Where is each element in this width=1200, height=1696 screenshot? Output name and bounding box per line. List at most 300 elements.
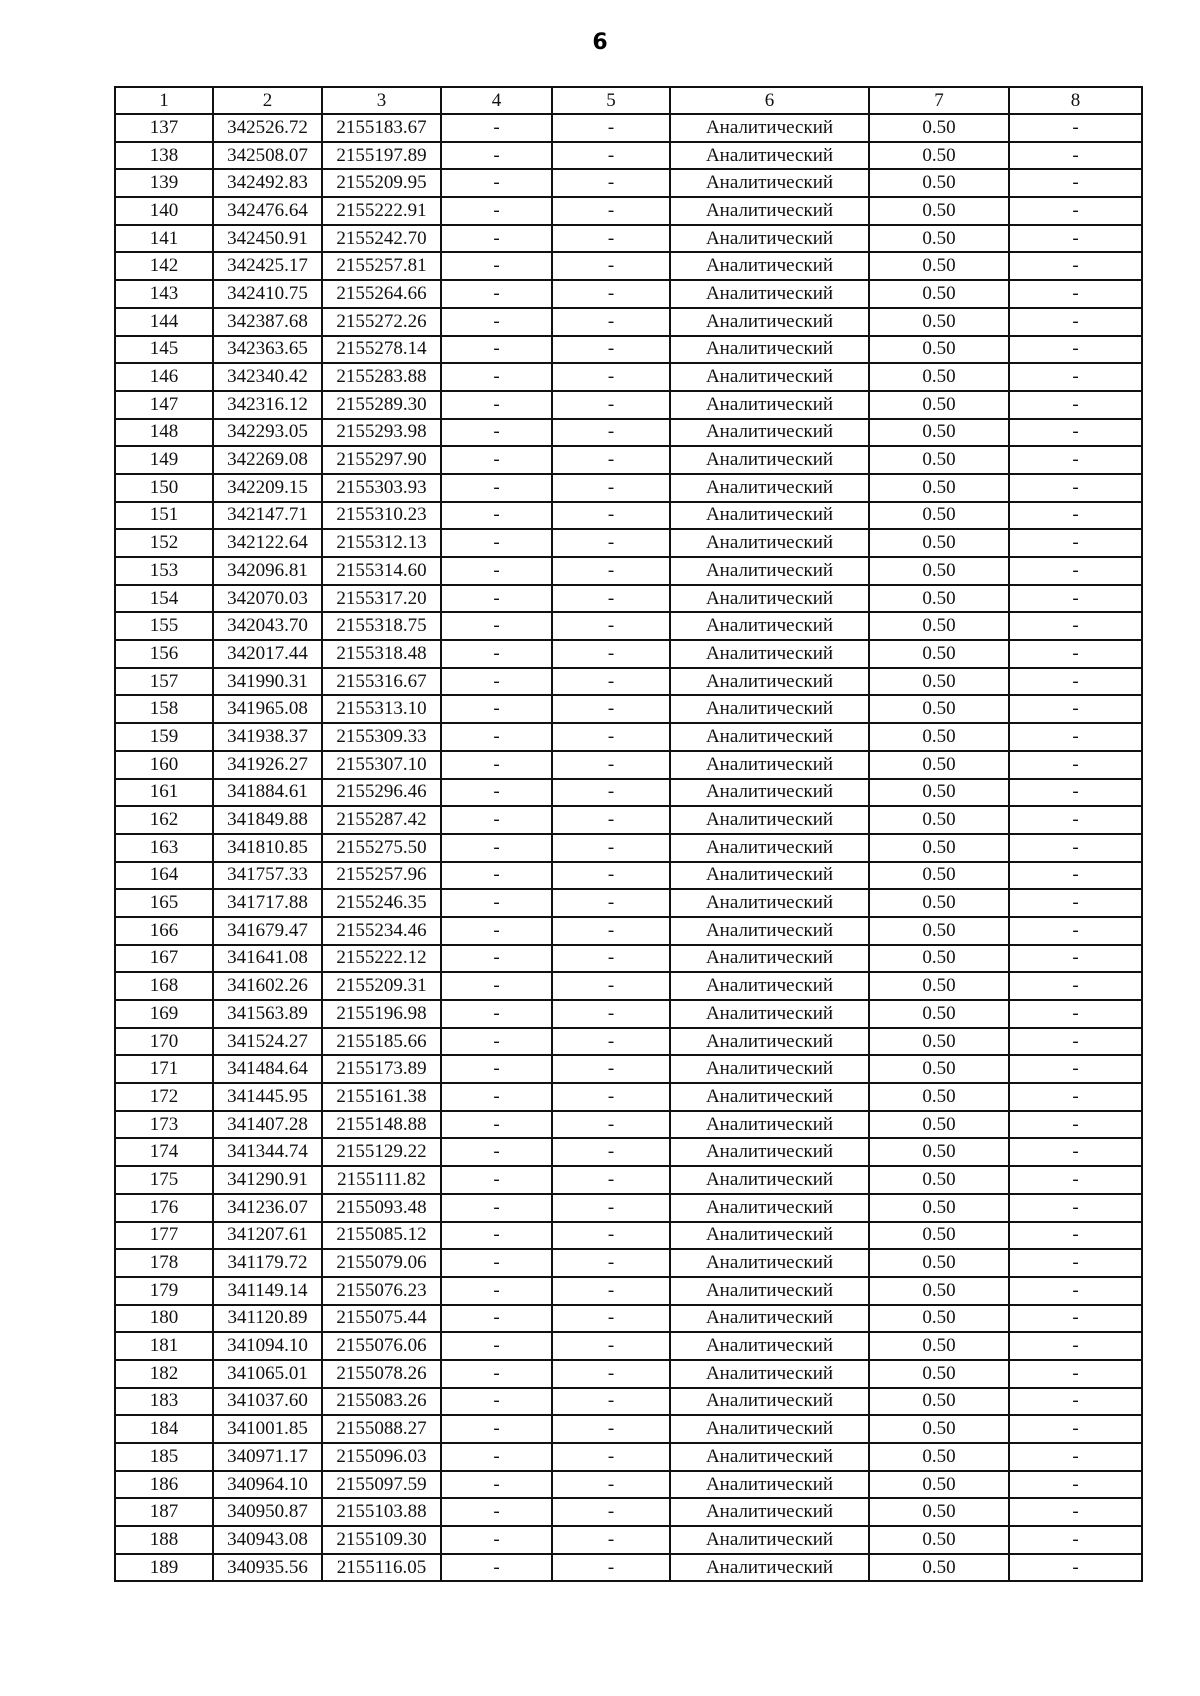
col4-cell: - — [441, 1249, 552, 1277]
col4-cell: - — [441, 197, 552, 225]
accuracy-cell: 0.50 — [869, 419, 1009, 447]
col8-cell: - — [1009, 1471, 1142, 1499]
method-cell: Аналитический — [670, 1222, 869, 1250]
x-coordinate-cell: 341938.37 — [213, 723, 322, 751]
col5-cell: - — [552, 225, 670, 253]
x-coordinate-cell: 340950.87 — [213, 1498, 322, 1526]
x-coordinate-cell: 340943.08 — [213, 1526, 322, 1554]
column-header: 6 — [670, 87, 869, 114]
col8-cell: - — [1009, 502, 1142, 530]
col5-cell: - — [552, 142, 670, 170]
accuracy-cell: 0.50 — [869, 1332, 1009, 1360]
col4-cell: - — [441, 446, 552, 474]
x-coordinate-cell: 341149.14 — [213, 1277, 322, 1305]
col5-cell: - — [552, 474, 670, 502]
x-coordinate-cell: 342043.70 — [213, 612, 322, 640]
col8-cell: - — [1009, 1305, 1142, 1333]
point-number-cell: 160 — [115, 751, 213, 779]
table-row — [115, 502, 1142, 530]
method-cell: Аналитический — [670, 419, 869, 447]
y-coordinate-cell: 2155316.67 — [322, 668, 441, 696]
point-number-cell: 183 — [115, 1388, 213, 1416]
accuracy-cell: 0.50 — [869, 806, 1009, 834]
method-cell: Аналитический — [670, 834, 869, 862]
table-row — [115, 529, 1142, 557]
method-cell: Аналитический — [670, 695, 869, 723]
x-coordinate-cell: 341001.85 — [213, 1415, 322, 1443]
point-number-cell: 174 — [115, 1138, 213, 1166]
col8-cell: - — [1009, 1415, 1142, 1443]
method-cell: Аналитический — [670, 585, 869, 613]
y-coordinate-cell: 2155078.26 — [322, 1360, 441, 1388]
x-coordinate-cell: 341563.89 — [213, 1000, 322, 1028]
table-row — [115, 1055, 1142, 1083]
x-coordinate-cell: 341236.07 — [213, 1194, 322, 1222]
accuracy-cell: 0.50 — [869, 169, 1009, 197]
coordinates-table — [114, 86, 1143, 1582]
col5-cell: - — [552, 1111, 670, 1139]
accuracy-cell: 0.50 — [869, 972, 1009, 1000]
col5-cell: - — [552, 917, 670, 945]
accuracy-cell: 0.50 — [869, 723, 1009, 751]
point-number-cell: 138 — [115, 142, 213, 170]
col4-cell: - — [441, 640, 552, 668]
method-cell: Аналитический — [670, 363, 869, 391]
col5-cell: - — [552, 640, 670, 668]
y-coordinate-cell: 2155209.95 — [322, 169, 441, 197]
x-coordinate-cell: 341484.64 — [213, 1055, 322, 1083]
table-row — [115, 1111, 1142, 1139]
method-cell: Аналитический — [670, 529, 869, 557]
method-cell: Аналитический — [670, 1055, 869, 1083]
method-cell: Аналитический — [670, 308, 869, 336]
table-row — [115, 1554, 1142, 1582]
method-cell: Аналитический — [670, 1277, 869, 1305]
point-number-cell: 140 — [115, 197, 213, 225]
table-row — [115, 751, 1142, 779]
x-coordinate-cell: 342070.03 — [213, 585, 322, 613]
method-cell: Аналитический — [670, 1083, 869, 1111]
point-number-cell: 188 — [115, 1526, 213, 1554]
y-coordinate-cell: 2155309.33 — [322, 723, 441, 751]
table-row — [115, 612, 1142, 640]
col5-cell: - — [552, 529, 670, 557]
col4-cell: - — [441, 1000, 552, 1028]
accuracy-cell: 0.50 — [869, 1111, 1009, 1139]
y-coordinate-cell: 2155317.20 — [322, 585, 441, 613]
col4-cell: - — [441, 557, 552, 585]
x-coordinate-cell: 342293.05 — [213, 419, 322, 447]
point-number-cell: 139 — [115, 169, 213, 197]
col5-cell: - — [552, 1415, 670, 1443]
col8-cell: - — [1009, 225, 1142, 253]
point-number-cell: 147 — [115, 391, 213, 419]
y-coordinate-cell: 2155289.30 — [322, 391, 441, 419]
col4-cell: - — [441, 1332, 552, 1360]
col5-cell: - — [552, 308, 670, 336]
col4-cell: - — [441, 779, 552, 807]
col8-cell: - — [1009, 862, 1142, 890]
point-number-cell: 158 — [115, 695, 213, 723]
col4-cell: - — [441, 1055, 552, 1083]
col4-cell: - — [441, 308, 552, 336]
point-number-cell: 149 — [115, 446, 213, 474]
method-cell: Аналитический — [670, 1498, 869, 1526]
point-number-cell: 155 — [115, 612, 213, 640]
col5-cell: - — [552, 280, 670, 308]
col5-cell: - — [552, 446, 670, 474]
accuracy-cell: 0.50 — [869, 862, 1009, 890]
point-number-cell: 143 — [115, 280, 213, 308]
accuracy-cell: 0.50 — [869, 945, 1009, 973]
col5-cell: - — [552, 945, 670, 973]
col8-cell: - — [1009, 252, 1142, 280]
col4-cell: - — [441, 695, 552, 723]
table-row — [115, 1083, 1142, 1111]
method-cell: Аналитический — [670, 779, 869, 807]
point-number-cell: 146 — [115, 363, 213, 391]
col4-cell: - — [441, 917, 552, 945]
col4-cell: - — [441, 1554, 552, 1582]
col8-cell: - — [1009, 723, 1142, 751]
column-header: 8 — [1009, 87, 1142, 114]
point-number-cell: 145 — [115, 336, 213, 364]
y-coordinate-cell: 2155314.60 — [322, 557, 441, 585]
method-cell: Аналитический — [670, 1332, 869, 1360]
col5-cell: - — [552, 1554, 670, 1582]
y-coordinate-cell: 2155307.10 — [322, 751, 441, 779]
col8-cell: - — [1009, 529, 1142, 557]
table-row — [115, 1471, 1142, 1499]
method-cell: Аналитический — [670, 1471, 869, 1499]
accuracy-cell: 0.50 — [869, 557, 1009, 585]
point-number-cell: 168 — [115, 972, 213, 1000]
accuracy-cell: 0.50 — [869, 280, 1009, 308]
point-number-cell: 172 — [115, 1083, 213, 1111]
method-cell: Аналитический — [670, 557, 869, 585]
col4-cell: - — [441, 252, 552, 280]
point-number-cell: 164 — [115, 862, 213, 890]
accuracy-cell: 0.50 — [869, 1471, 1009, 1499]
accuracy-cell: 0.50 — [869, 1222, 1009, 1250]
y-coordinate-cell: 2155234.46 — [322, 917, 441, 945]
y-coordinate-cell: 2155183.67 — [322, 114, 441, 142]
col5-cell: - — [552, 751, 670, 779]
y-coordinate-cell: 2155148.88 — [322, 1111, 441, 1139]
table-row — [115, 1028, 1142, 1056]
x-coordinate-cell: 341926.27 — [213, 751, 322, 779]
col5-cell: - — [552, 862, 670, 890]
y-coordinate-cell: 2155097.59 — [322, 1471, 441, 1499]
col5-cell: - — [552, 1055, 670, 1083]
col5-cell: - — [552, 1000, 670, 1028]
col8-cell: - — [1009, 695, 1142, 723]
method-cell: Аналитический — [670, 640, 869, 668]
column-header: 7 — [869, 87, 1009, 114]
accuracy-cell: 0.50 — [869, 474, 1009, 502]
col5-cell: - — [552, 889, 670, 917]
x-coordinate-cell: 341094.10 — [213, 1332, 322, 1360]
col5-cell: - — [552, 391, 670, 419]
method-cell: Аналитический — [670, 889, 869, 917]
y-coordinate-cell: 2155173.89 — [322, 1055, 441, 1083]
table-row — [115, 862, 1142, 890]
accuracy-cell: 0.50 — [869, 834, 1009, 862]
point-number-cell: 150 — [115, 474, 213, 502]
col8-cell: - — [1009, 1498, 1142, 1526]
x-coordinate-cell: 342017.44 — [213, 640, 322, 668]
accuracy-cell: 0.50 — [869, 225, 1009, 253]
col5-cell: - — [552, 336, 670, 364]
x-coordinate-cell: 342425.17 — [213, 252, 322, 280]
y-coordinate-cell: 2155197.89 — [322, 142, 441, 170]
col5-cell: - — [552, 834, 670, 862]
col4-cell: - — [441, 1360, 552, 1388]
col4-cell: - — [441, 862, 552, 890]
y-coordinate-cell: 2155109.30 — [322, 1526, 441, 1554]
table-row — [115, 114, 1142, 142]
col5-cell: - — [552, 1277, 670, 1305]
y-coordinate-cell: 2155312.13 — [322, 529, 441, 557]
point-number-cell: 167 — [115, 945, 213, 973]
table-row — [115, 1498, 1142, 1526]
y-coordinate-cell: 2155088.27 — [322, 1415, 441, 1443]
col8-cell: - — [1009, 1443, 1142, 1471]
col8-cell: - — [1009, 114, 1142, 142]
col8-cell: - — [1009, 280, 1142, 308]
table-row — [115, 945, 1142, 973]
col8-cell: - — [1009, 474, 1142, 502]
accuracy-cell: 0.50 — [869, 1388, 1009, 1416]
point-number-cell: 179 — [115, 1277, 213, 1305]
point-number-cell: 180 — [115, 1305, 213, 1333]
table-row — [115, 1000, 1142, 1028]
col4-cell: - — [441, 612, 552, 640]
point-number-cell: 137 — [115, 114, 213, 142]
y-coordinate-cell: 2155257.81 — [322, 252, 441, 280]
col8-cell: - — [1009, 889, 1142, 917]
col4-cell: - — [441, 806, 552, 834]
col4-cell: - — [441, 474, 552, 502]
accuracy-cell: 0.50 — [869, 1498, 1009, 1526]
y-coordinate-cell: 2155242.70 — [322, 225, 441, 253]
accuracy-cell: 0.50 — [869, 585, 1009, 613]
x-coordinate-cell: 341965.08 — [213, 695, 322, 723]
x-coordinate-cell: 342316.12 — [213, 391, 322, 419]
col8-cell: - — [1009, 446, 1142, 474]
x-coordinate-cell: 341884.61 — [213, 779, 322, 807]
x-coordinate-cell: 341207.61 — [213, 1222, 322, 1250]
accuracy-cell: 0.50 — [869, 1415, 1009, 1443]
x-coordinate-cell: 340935.56 — [213, 1554, 322, 1582]
x-coordinate-cell: 341037.60 — [213, 1388, 322, 1416]
col8-cell: - — [1009, 1249, 1142, 1277]
point-number-cell: 157 — [115, 668, 213, 696]
method-cell: Аналитический — [670, 446, 869, 474]
accuracy-cell: 0.50 — [869, 612, 1009, 640]
col8-cell: - — [1009, 1000, 1142, 1028]
col8-cell: - — [1009, 142, 1142, 170]
col8-cell: - — [1009, 1194, 1142, 1222]
x-coordinate-cell: 342492.83 — [213, 169, 322, 197]
accuracy-cell: 0.50 — [869, 502, 1009, 530]
accuracy-cell: 0.50 — [869, 446, 1009, 474]
point-number-cell: 186 — [115, 1471, 213, 1499]
accuracy-cell: 0.50 — [869, 252, 1009, 280]
method-cell: Аналитический — [670, 225, 869, 253]
col4-cell: - — [441, 502, 552, 530]
method-cell: Аналитический — [670, 1111, 869, 1139]
accuracy-cell: 0.50 — [869, 751, 1009, 779]
point-number-cell: 148 — [115, 419, 213, 447]
method-cell: Аналитический — [670, 1249, 869, 1277]
method-cell: Аналитический — [670, 612, 869, 640]
method-cell: Аналитический — [670, 972, 869, 1000]
method-cell: Аналитический — [670, 502, 869, 530]
point-number-cell: 151 — [115, 502, 213, 530]
method-cell: Аналитический — [670, 114, 869, 142]
table-row — [115, 1388, 1142, 1416]
accuracy-cell: 0.50 — [869, 1138, 1009, 1166]
col4-cell: - — [441, 751, 552, 779]
col8-cell: - — [1009, 1388, 1142, 1416]
col4-cell: - — [441, 889, 552, 917]
y-coordinate-cell: 2155318.48 — [322, 640, 441, 668]
y-coordinate-cell: 2155272.26 — [322, 308, 441, 336]
point-number-cell: 152 — [115, 529, 213, 557]
accuracy-cell: 0.50 — [869, 336, 1009, 364]
col4-cell: - — [441, 529, 552, 557]
table-row — [115, 1222, 1142, 1250]
col5-cell: - — [552, 252, 670, 280]
col5-cell: - — [552, 1498, 670, 1526]
col8-cell: - — [1009, 972, 1142, 1000]
point-number-cell: 189 — [115, 1554, 213, 1582]
x-coordinate-cell: 341407.28 — [213, 1111, 322, 1139]
y-coordinate-cell: 2155185.66 — [322, 1028, 441, 1056]
accuracy-cell: 0.50 — [869, 1166, 1009, 1194]
table-row — [115, 336, 1142, 364]
col8-cell: - — [1009, 336, 1142, 364]
x-coordinate-cell: 341344.74 — [213, 1138, 322, 1166]
method-cell: Аналитический — [670, 862, 869, 890]
method-cell: Аналитический — [670, 391, 869, 419]
col8-cell: - — [1009, 945, 1142, 973]
table-row — [115, 419, 1142, 447]
col4-cell: - — [441, 945, 552, 973]
x-coordinate-cell: 342363.65 — [213, 336, 322, 364]
accuracy-cell: 0.50 — [869, 1055, 1009, 1083]
col8-cell: - — [1009, 917, 1142, 945]
table-row — [115, 169, 1142, 197]
x-coordinate-cell: 342387.68 — [213, 308, 322, 336]
col5-cell: - — [552, 1138, 670, 1166]
table-row — [115, 1138, 1142, 1166]
x-coordinate-cell: 341810.85 — [213, 834, 322, 862]
x-coordinate-cell: 341641.08 — [213, 945, 322, 973]
col8-cell: - — [1009, 612, 1142, 640]
point-number-cell: 142 — [115, 252, 213, 280]
col8-cell: - — [1009, 585, 1142, 613]
col4-cell: - — [441, 1471, 552, 1499]
x-coordinate-cell: 340964.10 — [213, 1471, 322, 1499]
point-number-cell: 182 — [115, 1360, 213, 1388]
col4-cell: - — [441, 1443, 552, 1471]
table-row — [115, 474, 1142, 502]
point-number-cell: 153 — [115, 557, 213, 585]
x-coordinate-cell: 342147.71 — [213, 502, 322, 530]
col8-cell: - — [1009, 308, 1142, 336]
accuracy-cell: 0.50 — [869, 1443, 1009, 1471]
method-cell: Аналитический — [670, 142, 869, 170]
col5-cell: - — [552, 612, 670, 640]
y-coordinate-cell: 2155083.26 — [322, 1388, 441, 1416]
y-coordinate-cell: 2155275.50 — [322, 834, 441, 862]
x-coordinate-cell: 342526.72 — [213, 114, 322, 142]
accuracy-cell: 0.50 — [869, 391, 1009, 419]
method-cell: Аналитический — [670, 1443, 869, 1471]
accuracy-cell: 0.50 — [869, 1554, 1009, 1582]
col4-cell: - — [441, 1415, 552, 1443]
point-number-cell: 185 — [115, 1443, 213, 1471]
col5-cell: - — [552, 1028, 670, 1056]
table-row — [115, 917, 1142, 945]
col5-cell: - — [552, 695, 670, 723]
accuracy-cell: 0.50 — [869, 917, 1009, 945]
col5-cell: - — [552, 1443, 670, 1471]
col5-cell: - — [552, 806, 670, 834]
point-number-cell: 156 — [115, 640, 213, 668]
table-row — [115, 1332, 1142, 1360]
col4-cell: - — [441, 142, 552, 170]
col5-cell: - — [552, 363, 670, 391]
method-cell: Аналитический — [670, 1305, 869, 1333]
table-row — [115, 1443, 1142, 1471]
accuracy-cell: 0.50 — [869, 1083, 1009, 1111]
col5-cell: - — [552, 419, 670, 447]
x-coordinate-cell: 342340.42 — [213, 363, 322, 391]
table-row — [115, 1166, 1142, 1194]
x-coordinate-cell: 342450.91 — [213, 225, 322, 253]
col4-cell: - — [441, 1277, 552, 1305]
y-coordinate-cell: 2155085.12 — [322, 1222, 441, 1250]
col8-cell: - — [1009, 1222, 1142, 1250]
col8-cell: - — [1009, 834, 1142, 862]
col8-cell: - — [1009, 779, 1142, 807]
method-cell: Аналитический — [670, 1138, 869, 1166]
accuracy-cell: 0.50 — [869, 1360, 1009, 1388]
point-number-cell: 165 — [115, 889, 213, 917]
method-cell: Аналитический — [670, 252, 869, 280]
col5-cell: - — [552, 1360, 670, 1388]
col8-cell: - — [1009, 391, 1142, 419]
col5-cell: - — [552, 197, 670, 225]
col8-cell: - — [1009, 1554, 1142, 1582]
table-row — [115, 695, 1142, 723]
point-number-cell: 187 — [115, 1498, 213, 1526]
col4-cell: - — [441, 1111, 552, 1139]
method-cell: Аналитический — [670, 169, 869, 197]
table-row — [115, 834, 1142, 862]
col8-cell: - — [1009, 1360, 1142, 1388]
point-number-cell: 144 — [115, 308, 213, 336]
col4-cell: - — [441, 1498, 552, 1526]
y-coordinate-cell: 2155076.06 — [322, 1332, 441, 1360]
point-number-cell: 141 — [115, 225, 213, 253]
table-row — [115, 1360, 1142, 1388]
col5-cell: - — [552, 1083, 670, 1111]
y-coordinate-cell: 2155222.91 — [322, 197, 441, 225]
